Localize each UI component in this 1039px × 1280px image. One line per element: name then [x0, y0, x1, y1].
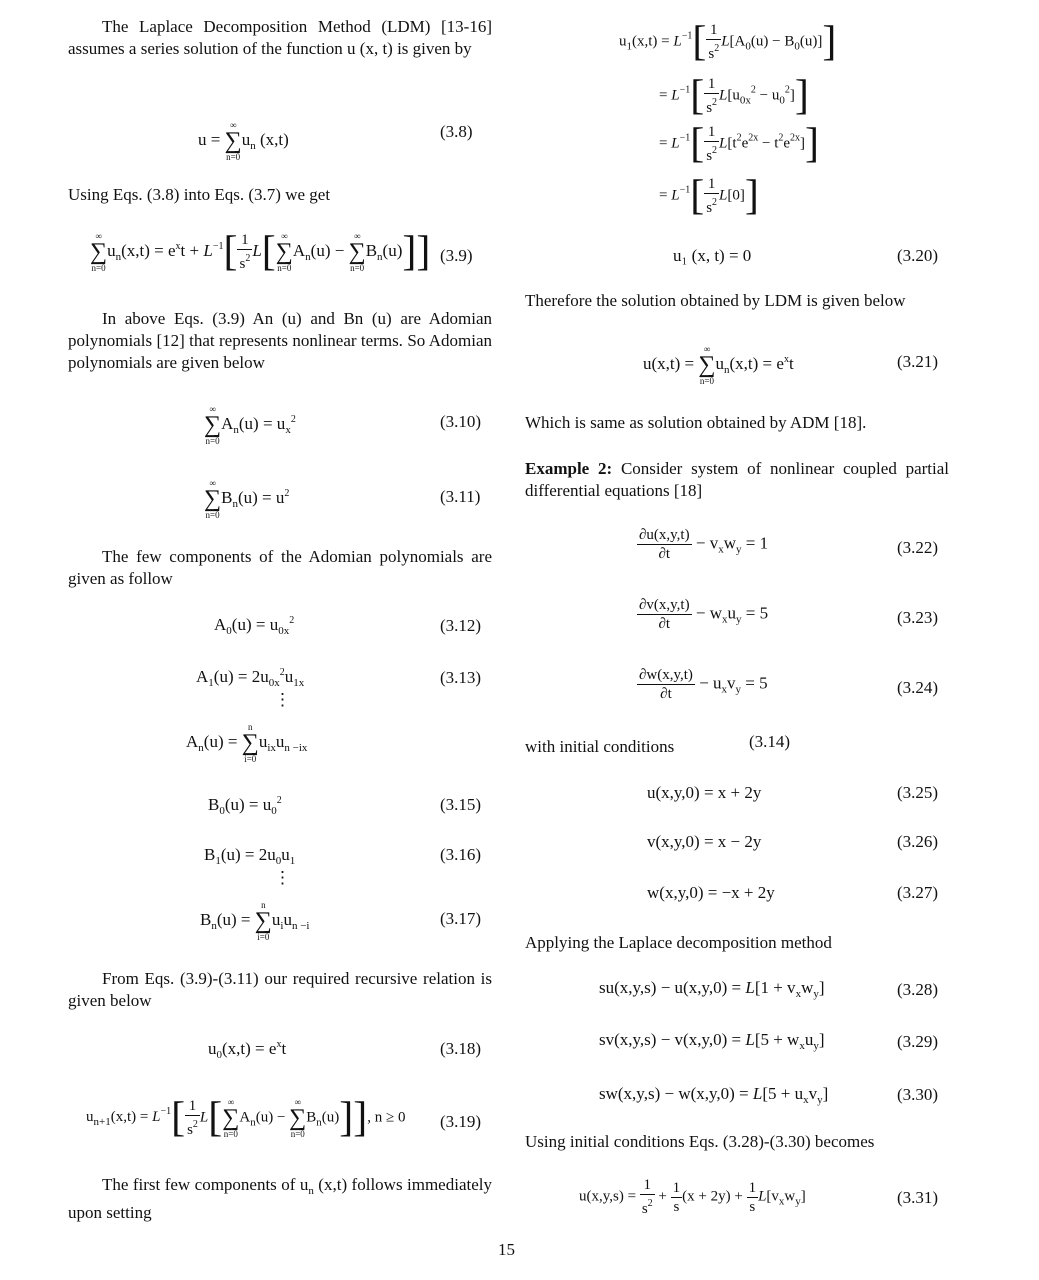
equation-number: (3.31): [897, 1188, 939, 1207]
equation-number: (3.29): [897, 1032, 939, 1051]
equation-3-20-line1: $u_1(x,t) = L^{-1}$[ $\frac{1}{s^2}$ $L[A_0(u) - B_0(u)]$]: [619, 19, 837, 65]
paragraph-components: The few components of the Adomian polynomials are given as follow: [68, 547, 492, 588]
paragraph-same-as-adm: Which is same as solution obtained by ADM [18].: [525, 413, 867, 432]
paragraph-applying-ldm: Applying the Laplace decomposition method: [525, 933, 832, 952]
equation-number: (3.21): [897, 352, 939, 371]
paragraph-using-initial: Using initial conditions Eqs. (3.28)-(3.30) becomes: [525, 1132, 875, 1151]
equation-number: (3.8): [440, 122, 473, 141]
equation-3-31: u(x,y,s) = $\frac{1}{s^2}$ + $\frac{1}{s}$ (x + 2y) + $\frac{1}{s}$ $L[v_xw_y]$: [579, 1177, 806, 1217]
equation-number: (3.11): [440, 487, 481, 506]
paragraph-using-eqs: Using Eqs. (3.8) into Eqs. (3.7) we get: [68, 185, 331, 204]
equation-3-20-line2: = $L^{-1}$[ $\frac{1}{s^2}$ $L[u_{0x}^2 - u_0^2]$]: [659, 73, 809, 119]
equation-number: (3.14): [749, 732, 791, 751]
equation-3-11: ∞ ∑ n=0 $B_n(u) = u^2$: [204, 478, 290, 520]
equation-number: (3.27): [897, 883, 939, 902]
equation-number: (3.19): [440, 1112, 482, 1131]
equation-3-23: $\frac{\partial v(x,y,t)}{\partial t}$ − $w_xu_y = 5$: [639, 597, 769, 632]
equation-number: (3.13): [440, 668, 482, 687]
equation-3-25: u(x,y,0) = x + 2y: [647, 783, 762, 802]
equation-3-15: $B_0(u) = u_0^2$: [208, 795, 282, 817]
equation-number: (3.23): [897, 608, 939, 627]
equation-3-26: v(x,y,0) = x − 2y: [647, 832, 762, 851]
equation-number: (3.18): [440, 1039, 482, 1058]
paragraph-ldm-intro: The Laplace Decomposition Method (LDM) [13-16] assumes a series solution of the function u (x, t) is given by: [68, 17, 492, 58]
equation-3-24: $\frac{\partial w(x,y,t)}{\partial t}$ − $u_xv_y = 5$: [639, 667, 768, 702]
equation-3-17: $B_n(u)$ = n ∑ i=0 $u_iu_{n -i}$: [200, 900, 310, 942]
equation-3-12: $A_0(u) = u_{0x}^2$: [214, 615, 295, 637]
vertical-ellipsis: ⋮: [274, 690, 291, 709]
equation-number: (3.25): [897, 783, 939, 802]
paragraph-initial-conditions: with initial conditions: [525, 737, 675, 756]
equation-3-29: $sv(x,y,s) - v(x,y,0) = L[5 + w_xu_y]$: [599, 1030, 825, 1052]
equation-number: (3.28): [897, 980, 939, 999]
equation-number: (3.24): [897, 678, 939, 697]
equation-number: (3.10): [440, 412, 482, 431]
equation-3-21: u(x,t) = ∞ ∑ n=0 $u_n(x,t) = e^xt$: [643, 344, 794, 386]
paragraph-first-components: The first few components of $u_n$ (x,t) follows immediately upon setting: [68, 1175, 492, 1222]
equation-3-28: $su(x,y,s) - u(x,y,0) = L[1 + v_xw_y]$: [599, 978, 825, 1000]
equation-3-22: $\frac{\partial u(x,y,t)}{\partial t}$ − $v_xw_y = 1$: [639, 527, 769, 562]
equation-3-20-result: u₁ (x, t) = 0: [673, 246, 752, 265]
equation-3-10: ∞ ∑ n=0 $A_n(u) = u_x^2$: [204, 404, 296, 446]
equation-number: (3.26): [897, 832, 939, 851]
equation-3-8: u = ∞ ∑ n=0 $u_n$ (x,t): [198, 120, 289, 162]
paragraph-example-2: Example 2: Consider system of nonlinear coupled partial differential equations [18]: [525, 459, 950, 500]
equation-number: (3.20): [897, 246, 939, 265]
page-number: 15: [498, 1240, 515, 1259]
equation-3-19: $u_{n+1}(x,t) = L^{-1}$[ $\frac{1}{s^2}$ L[ ∞ ∑ n=0 $A_n(u)$ − ∞ ∑ n=0 $B_n(u)$]], n ≥ 0: [86, 1095, 406, 1141]
equation-3-13: $A_1(u) = 2u_{0x}^2u_{1x}$: [196, 667, 305, 689]
equation-3-20-line4: = $L^{-1}$[ $\frac{1}{s^2}$ L[0]]: [659, 173, 759, 219]
equation-number: (3.12): [440, 616, 482, 635]
equation-3-9: ∞ ∑ n=0 $u_n(x,t) = e^xt + L^{-1}$[ $\frac{1}{s^2}$ L[ ∞ ∑ n=0 $A_n(u)$ − ∞ ∑ n=0 $B_n(u)$]]: [90, 229, 431, 275]
paragraph-solution-ldm: Therefore the solution obtained by LDM is given below: [525, 291, 906, 310]
vertical-ellipsis: ⋮: [274, 868, 291, 887]
equation-3-16: $B_1(u) = 2u_0u_1$: [204, 845, 296, 867]
equation-number: (3.16): [440, 845, 482, 864]
equation-number: (3.9): [440, 246, 473, 265]
equation-number: (3.15): [440, 795, 482, 814]
equation-3-20-line3: = $L^{-1}$[ $\frac{1}{s^2}$ $L[t^2e^{2x} - t^2e^{2x}]$]: [659, 121, 820, 167]
paragraph-recursive: From Eqs. (3.9)-(3.11) our required recursive relation is given below: [68, 969, 492, 1010]
equation-number: (3.22): [897, 538, 939, 557]
equation-number: (3.17): [440, 909, 482, 928]
equation-number: (3.30): [897, 1085, 939, 1104]
paragraph-adomian: In above Eqs. (3.9) An (u) and Bn (u) are Adomian polynomials [12] that represents nonlinear terms. So Adomian polynomials are given below: [68, 309, 492, 372]
equation-3-18: $u_0(x,t) = e^xt$: [208, 1039, 287, 1061]
equation-3-27: w(x,y,0) = −x + 2y: [647, 883, 775, 902]
equation-an: $A_n(u)$ = n ∑ i=0 $u_{ix}u_{n -ix}$: [186, 722, 308, 764]
equation-3-30: $sw(x,y,s) - w(x,y,0) = L[5 + u_xv_y]$: [599, 1084, 829, 1106]
